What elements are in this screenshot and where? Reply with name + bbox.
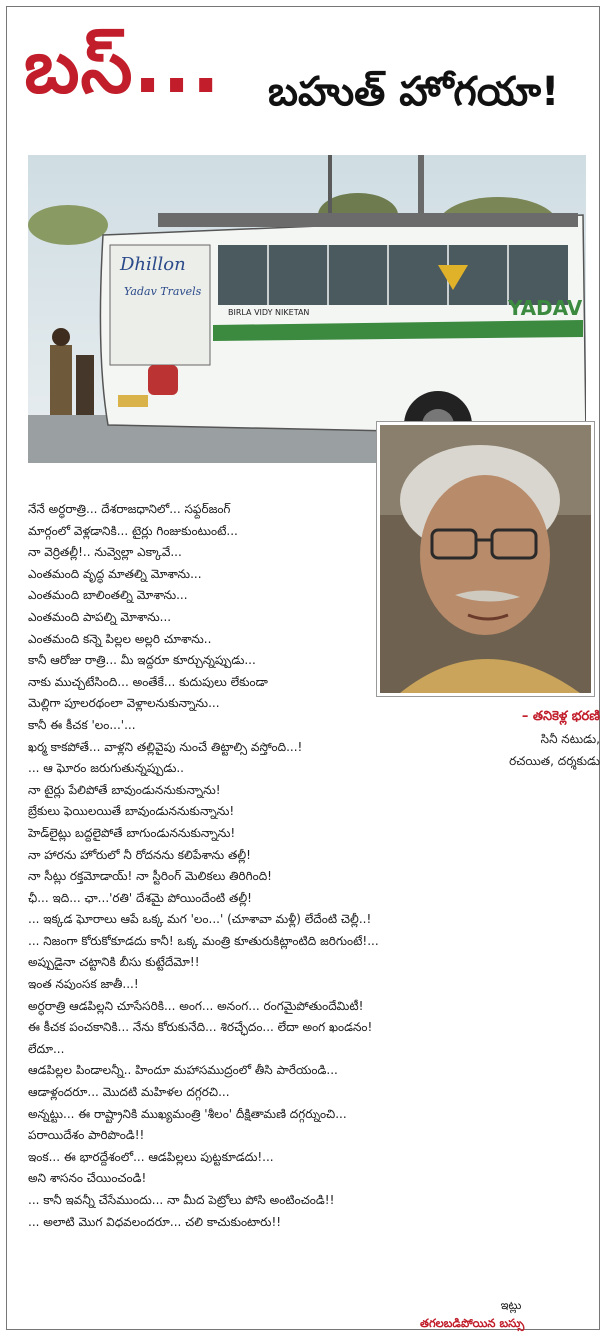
- bus-side-text: YADAV: [508, 296, 583, 320]
- bus-vip-text: BIRLA VIDY NIKETAN: [228, 308, 310, 317]
- poem-line: ఈ కీచక పంచకానికి... నేను కోరుకునేది... శిరచ్ఛేదం... లేదా అంగ ఖండనం!: [28, 1020, 373, 1035]
- bus-illustration: [28, 155, 586, 463]
- bus-company-text: Yadav Travels: [124, 285, 202, 298]
- poem-line: అర్ధరాత్రి ఆడపిల్లని చూసేసరికి... అంగ... అనంగ... రంగమైపోతుందేమిటీ!: [28, 998, 364, 1013]
- poem-line: ఇంక... ఈ భారద్దేశంలో... ఆడపిల్లలు పుట్టకూడదు!...: [28, 1149, 274, 1164]
- signoff-greeting: ఇట్లు: [500, 1298, 522, 1312]
- poem-line: నా టైర్లు పేలిపోతే బావుండుననుకున్నాను!: [28, 782, 221, 797]
- poem-line: ఛీ... ఇది... ఛా...'రతి' దేశమై పోయిందేంటి తల్లీ!: [28, 890, 252, 905]
- poem-line: అని శాసనం చేయించండి!: [28, 1171, 147, 1186]
- poem-line: ఆడాళ్లందరూ... మొదటి మహిళల దగ్గరచి...: [28, 1085, 230, 1100]
- poem-line: ... నిజంగా కోరుకోకూడదు కానీ! ఒక్క మంత్రి కూతురుకిట్లాంటిది జరిగుంటే!...: [28, 933, 379, 948]
- signoff: [420, 1296, 590, 1332]
- poem-line: ఇంత నపుంసక జాతీ...!: [28, 977, 139, 992]
- poem-line: హెడ్‌లైట్లు బద్దలైపోతే బాగుండుననుకున్నాను!: [28, 825, 236, 840]
- poem-line: నా హారను హోరులో నీ రోదనను కలిపేశాను తల్లీ!: [28, 847, 251, 862]
- signoff-signature: తగలబడిపోయిన బస్సు: [420, 1316, 525, 1330]
- poem-line: ఎంతమంది కన్నె పిల్లల అల్లరి చూశాను..: [28, 631, 212, 646]
- poem-line: కానీ ఈ కీచక 'లం...'...: [28, 717, 136, 732]
- poem-line: నా వెర్రితల్లీ!.. నువ్వెల్లా ఎక్కావే...: [28, 545, 182, 560]
- author-role-2: రచయిత, దర్శకుడు: [509, 754, 600, 768]
- poem-line: మార్గంలో వెళ్లడానికి... టైర్లు గింజుకుంటుంటే...: [28, 523, 238, 538]
- poem-line: బ్రేకులు ఫెయిలయితే బావుండుననుకున్నాను!: [28, 804, 235, 819]
- headline-main: బస్...: [24, 24, 221, 110]
- poem-line: కానీ ఆరోజు రాత్రి... మీ ఇద్దరూ కూర్చున్నప్పుడు...: [28, 653, 256, 668]
- poem-line: లేదూ...: [28, 1041, 65, 1056]
- poem-line: పరాయిదేశం పారిపొండి!!: [28, 1128, 145, 1143]
- poem-line: నా సీట్లు రక్తమోడాయ్! నా స్టీరింగ్ మెలికలు తిరిగింది!: [28, 869, 272, 884]
- poem-line: ఆడపిల్లల పిండాలన్నీ.. హిందూ మహాసముద్రంలో తీసి పారేయండి...: [28, 1063, 338, 1078]
- poem-line: నాకు ముచ్చటేసింది... అంతేకే... కుదుపులు లేకుండా: [28, 674, 268, 689]
- poem-line: ఎంతమంది బాలింతల్ని మోశాను...: [28, 588, 188, 603]
- poem-line: ... కానీ ఇవన్నీ చేసేముందు... నా మీద పెట్రోలు పోసి అంటించండి!!: [28, 1193, 335, 1207]
- bus-photo: [28, 155, 586, 463]
- bus-logo-text: Dhillon: [120, 254, 186, 275]
- author-role-1: సినీ నటుడు,: [540, 732, 600, 746]
- poem-line: ... ఇక్కడ ఘోరాలు ఆపే ఒక్క మగ 'లం...' (చూశావా మళ్లీ) లేదేంటి చెల్లీ..!: [28, 912, 372, 927]
- poem-line: ఖర్మ కాకపోతే... వాళ్లని తల్లివైపు నుంచే తిట్టాల్సి వస్తోంది...!: [28, 739, 303, 754]
- poem-line: అప్పుడైనా చట్టానికి బీసు కుట్టేదేమో!!: [28, 955, 200, 970]
- headline-sub: బహుత్ హోగయా!: [268, 69, 560, 115]
- poem-line: అన్నట్టు... ఈ రాష్ట్రానికి ముఖ్యమంత్రి 'శీలం' దీక్షితామణి దగ్గర్నుంచి...: [28, 1106, 347, 1121]
- author-name: – తనికెళ్ల భరణి: [521, 709, 600, 724]
- poem-line: ఎంతమంది పాపల్ని మోశాను...: [28, 609, 172, 624]
- poem-line: నేనే అర్ధరాత్రి... దేశరాజధానిలో... సఫ్దర్‌జంగ్: [28, 502, 231, 516]
- poem-line: మెల్లిగా పూలరథంలా వెళ్లాలనుకున్నాను...: [28, 696, 220, 711]
- poem-line: ఎంతమంది వృద్ధ మాతల్ని మోశాను...: [28, 566, 202, 581]
- poem-line: ... అలాటి మొగ విధవలందరూ... చలి కాచుకుంటారు!!: [28, 1214, 282, 1229]
- poem-line: ... ఆ ఘోరం జరుగుతున్నప్పుడు..: [28, 761, 184, 776]
- poem-body: [28, 499, 498, 1233]
